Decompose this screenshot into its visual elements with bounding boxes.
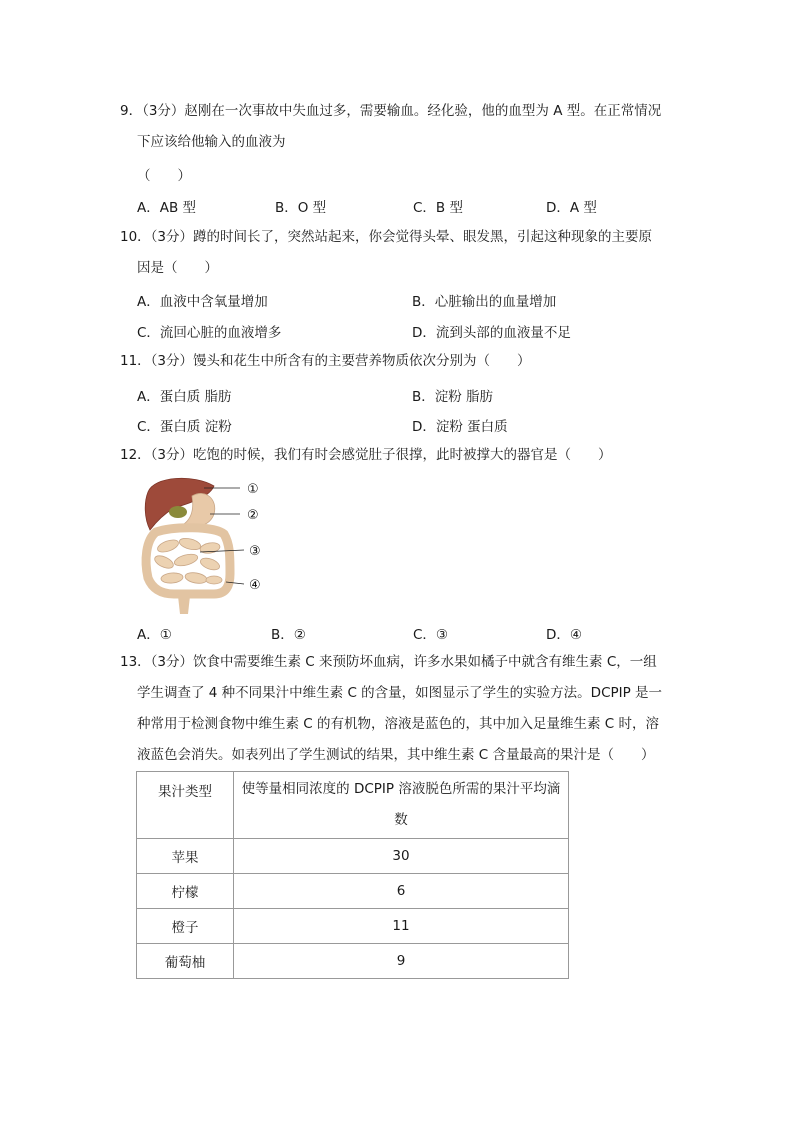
question-11-options-row-1: [137, 385, 677, 405]
drop-count: 6: [234, 874, 569, 909]
header-drop-count: 使等量相同浓度的 DCPIP 溶液脱色所需的果汁平均滴数: [234, 772, 569, 839]
question-10-options-row-1: [137, 290, 677, 310]
gallbladder-shape: [169, 506, 187, 518]
juice-name: 橙子: [137, 909, 234, 944]
option-b[interactable]: B．心脏输出的血量增加: [412, 294, 557, 310]
juice-name: 葡萄柚: [137, 944, 234, 979]
header-juice-type: 果汁类型: [137, 772, 234, 839]
figure-label-2: ②: [247, 508, 259, 523]
figure-label-3: ③: [249, 544, 261, 559]
question-12-options: [137, 623, 677, 643]
option-d[interactable]: D．④: [546, 627, 582, 643]
option-a[interactable]: A．蛋白质 脂肪: [137, 389, 232, 405]
digestive-system-figure: [134, 470, 284, 620]
question-11: [120, 346, 680, 377]
question-12-line-1: 12．（3分）吃饱的时候，我们有时会感觉肚子很撑，此时被撑大的器官是（ ）: [120, 447, 612, 463]
figure-label-1: ①: [247, 482, 259, 497]
question-13-line-2: 学生调查了 4 种不同果汁中维生素 C 的含量，如图显示了学生的实验方法。DCPIP 是一: [137, 685, 663, 701]
drop-count: 11: [234, 909, 569, 944]
question-11-line-1: 11．（3分）馒头和花生中所含有的主要营养物质依次分别为（ ）: [120, 353, 531, 369]
question-11-options-row-2: [137, 415, 677, 435]
question-10-options-row-2: [137, 321, 677, 341]
option-b[interactable]: B．淀粉 脂肪: [412, 389, 494, 405]
juice-name: 柠檬: [137, 874, 234, 909]
question-13: [120, 647, 680, 771]
option-d[interactable]: D．流到头部的血液量不足: [412, 325, 571, 341]
question-12: [120, 440, 680, 471]
option-a[interactable]: A．血液中含氧量增加: [137, 294, 268, 310]
option-c[interactable]: C．B 型: [413, 200, 463, 216]
option-a[interactable]: A．AB 型: [137, 200, 197, 216]
table-row: [137, 944, 569, 979]
option-d[interactable]: D．淀粉 蛋白质: [412, 419, 508, 435]
drop-count: 9: [234, 944, 569, 979]
question-9-answer-paren: （ ）: [137, 168, 191, 184]
option-d[interactable]: D．A 型: [546, 200, 597, 216]
option-c[interactable]: C．③: [413, 627, 449, 643]
table-row: [137, 874, 569, 909]
juice-name: 苹果: [137, 839, 234, 874]
question-10-line-2: 因是（ ）: [137, 260, 218, 276]
question-13-line-4: 液蓝色会消失。如表列出了学生测试的结果，其中维生素 C 含量最高的果汁是（ ）: [137, 747, 655, 763]
question-13-line-1: 13．（3分）饮食中需要维生素 C 来预防坏血病，许多水果如橘子中就含有维生素 C，一组: [120, 654, 657, 670]
option-b[interactable]: B．②: [271, 627, 306, 643]
small-intestine-shape: [153, 536, 222, 585]
question-13-line-3: 种常用于检测食物中维生素 C 的有机物，溶液是蓝色的，其中加入足量维生素 C 时，溶: [137, 716, 660, 732]
question-10-line-1: 10．（3分）蹲的时间长了，突然站起来，你会觉得头晕、眼发黑，引起这种现象的主要原: [120, 229, 653, 245]
option-c[interactable]: C．流回心脏的血液增多: [137, 325, 282, 341]
option-b[interactable]: B．O 型: [275, 200, 327, 216]
question-9-line-2: 下应该给他输入的血液为: [137, 134, 286, 150]
option-a[interactable]: A．①: [137, 627, 172, 643]
table-header-row: [137, 772, 569, 839]
question-10: [120, 222, 680, 284]
drop-count: 30: [234, 839, 569, 874]
table-row: [137, 839, 569, 874]
option-c[interactable]: C．蛋白质 淀粉: [137, 419, 232, 435]
question-9: [120, 96, 680, 158]
juice-results-table: [136, 771, 569, 979]
question-9-options: [137, 196, 677, 216]
rectum-shape: [178, 596, 190, 614]
figure-label-4: ④: [249, 578, 261, 593]
question-9-line-1: 9．（3分）赵刚在一次事故中失血过多，需要输血。经化验，他的血型为 A 型。在正常情况: [120, 103, 662, 119]
table-row: [137, 909, 569, 944]
